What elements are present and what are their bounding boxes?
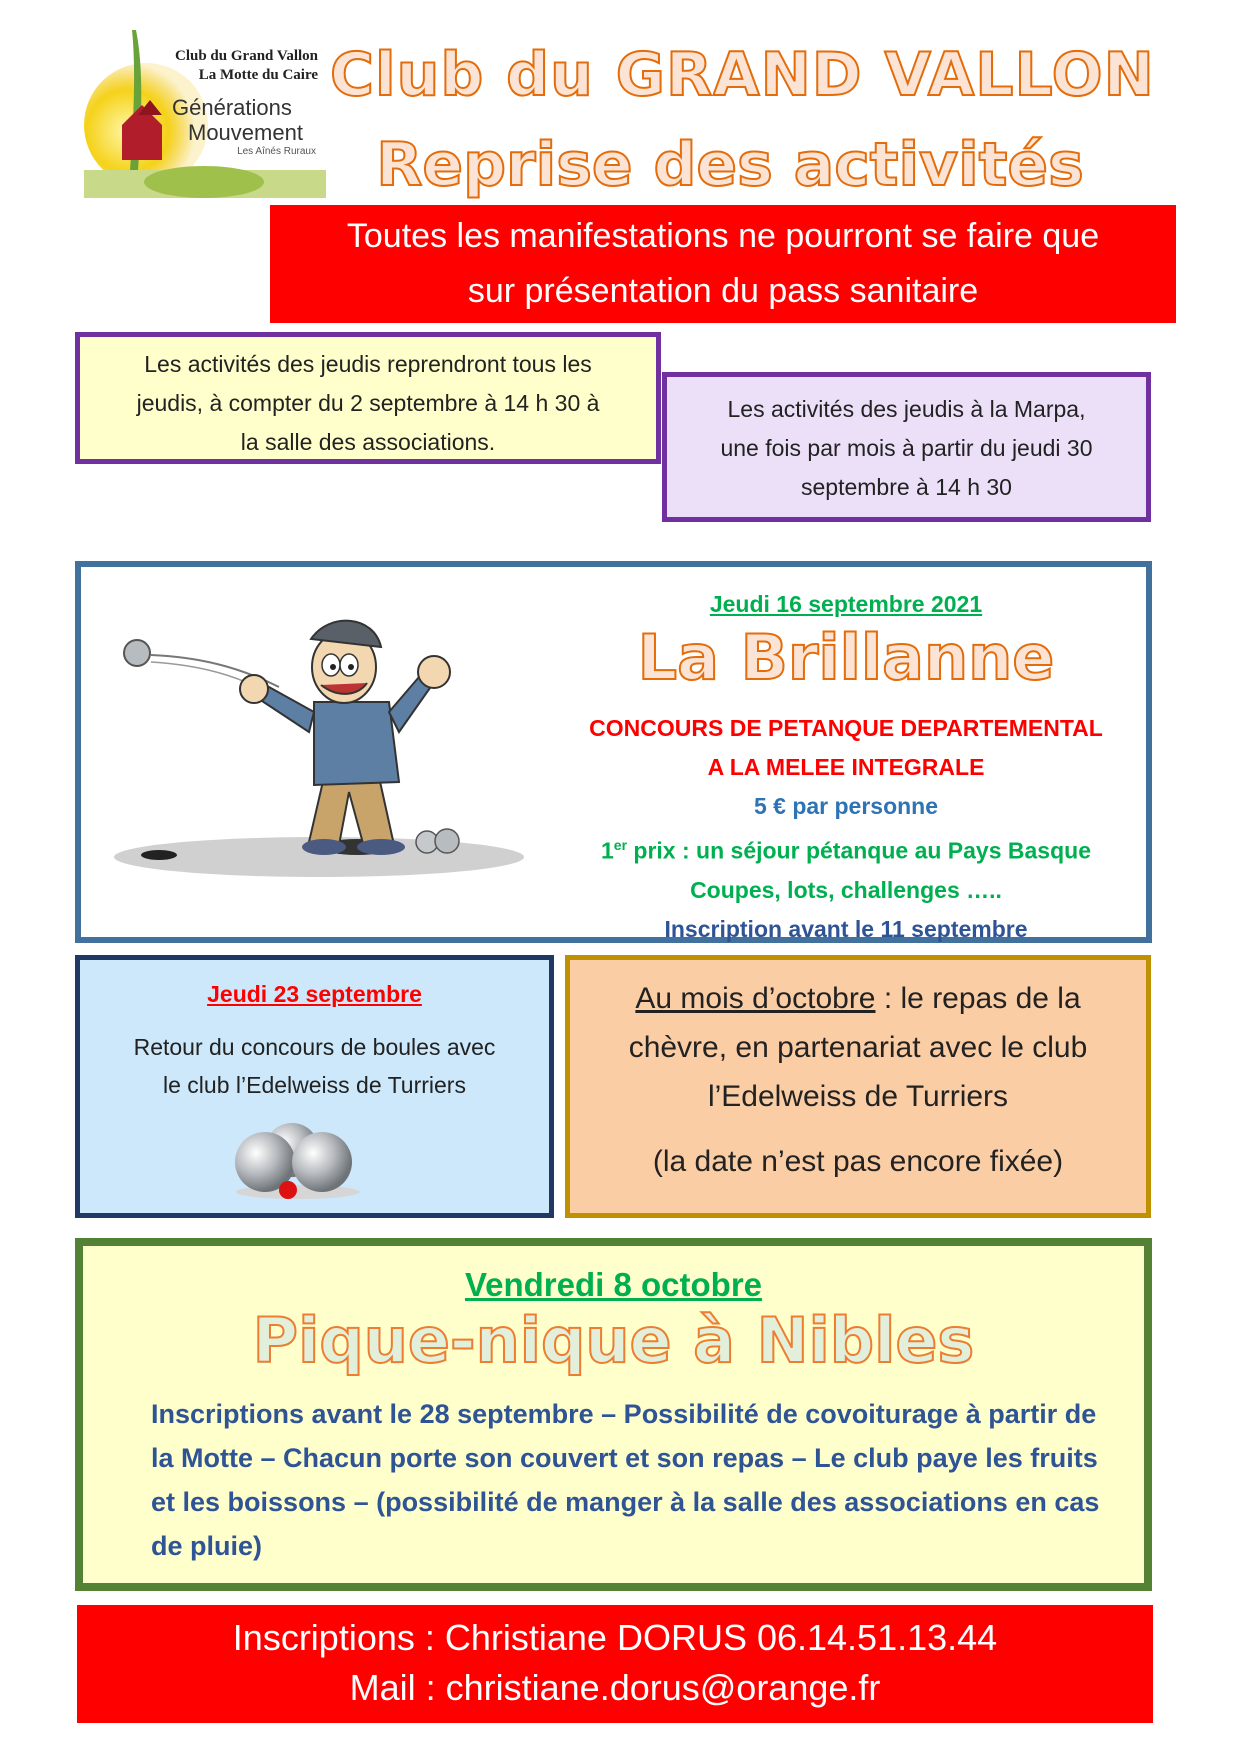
octobre-line-1-rest: : le repas de la xyxy=(875,982,1081,1015)
octobre-line-3: l’Edelweiss de Turriers xyxy=(707,1080,1009,1113)
contact-footer xyxy=(77,1605,1153,1723)
brillanne-details xyxy=(551,587,1141,949)
jeudi-23-line-2: le club l’Edelweiss de Turriers xyxy=(163,1072,466,1098)
octobre-text xyxy=(570,974,1146,1121)
jeudi-23-line-1: Retour du concours de boules avec xyxy=(133,1034,496,1060)
jeudis-line-2: jeudis, à compter du 2 septembre à 14 h 30 à xyxy=(136,390,600,416)
piquenique-title: Pique-nique à Nibles xyxy=(252,1304,975,1377)
jeudis-line-3: la salle des associations. xyxy=(240,429,496,455)
prize-ordinal: er xyxy=(613,837,628,853)
octobre-line-1 xyxy=(570,974,1146,1023)
brillanne-date: Jeudi 16 septembre 2021 xyxy=(709,591,983,617)
marpa-line-2: une fois par mois à partir du jeudi 30 xyxy=(720,435,1093,461)
piquenique-details: Inscriptions avant le 28 septembre – Possibilité de covoiturage à partir de la Motte – Chacun porte son couvert et son repas – Le club paye les fruits et les boissons – (possibilité de manger à la salle des associations en cas de pluie) xyxy=(151,1399,1100,1561)
brillanne-contest-line-2: A LA MELEE INTEGRALE xyxy=(707,754,985,780)
banner-line-2: sur présentation du pass sanitaire xyxy=(467,272,979,310)
banner-line-1: Toutes les manifestations ne pourront se faire que xyxy=(346,217,1100,255)
piquenique-date: Vendredi 8 octobre xyxy=(464,1266,763,1303)
marpa-line-1: Les activités des jeudis à la Marpa, xyxy=(727,396,1086,422)
petanque-player-illustration xyxy=(99,607,539,897)
brillanne-extras: Coupes, lots, challenges ….. xyxy=(690,876,1002,903)
marpa-activities-box xyxy=(662,372,1151,522)
contact-email: Mail : christiane.dorus@orange.fr xyxy=(349,1667,881,1708)
prize-number: 1 xyxy=(601,837,614,864)
prize-text: prix : un séjour pétanque au Pays Basque xyxy=(627,837,1091,864)
logo-club-name: Club du Grand Vallon xyxy=(175,48,318,64)
contact-phone: Inscriptions : Christiane DORUS 06.14.51.13.44 xyxy=(232,1617,998,1658)
octobre-note: (la date n’est pas encore fixée) xyxy=(652,1145,1064,1178)
jeudi-23-description xyxy=(80,1028,549,1104)
octobre-lead: Au mois d’octobre xyxy=(635,982,876,1015)
brillanne-event-box xyxy=(75,561,1152,943)
jeudi-23-date: Jeudi 23 septembre xyxy=(207,981,422,1007)
brillanne-first-prize xyxy=(551,826,1141,871)
marpa-line-3: septembre à 14 h 30 xyxy=(801,474,1012,500)
jeudis-line-1: Les activités des jeudis reprendront tous les xyxy=(144,351,592,377)
logo-mouvement: Mouvement xyxy=(188,120,303,145)
brillanne-title: La Brillanne xyxy=(637,621,1055,694)
brillanne-deadline: Inscription avant le 11 septembre xyxy=(664,915,1028,942)
logo-town: La Motte du Caire xyxy=(198,67,318,83)
page-title: Club du GRAND VALLON xyxy=(330,40,1155,110)
piquenique-box xyxy=(75,1238,1152,1591)
logo-generations: Générations xyxy=(172,95,292,120)
brillanne-price: 5 € par personne xyxy=(753,793,939,819)
brillanne-contest-line-1: CONCOURS DE PETANQUE DEPARTEMENTAL xyxy=(589,715,1103,741)
octobre-box xyxy=(565,955,1151,1218)
boules-icon xyxy=(230,1120,370,1200)
octobre-line-2: chèvre, en partenariat avec le club xyxy=(628,1031,1088,1064)
logo-tagline: Les Aînés Ruraux xyxy=(237,146,316,157)
jeudis-activities-box xyxy=(75,332,661,464)
club-logo xyxy=(84,30,326,198)
pass-sanitaire-banner xyxy=(270,205,1176,323)
page-subtitle: Reprise des activités xyxy=(376,130,1084,200)
jeudi-23-box xyxy=(75,955,554,1218)
